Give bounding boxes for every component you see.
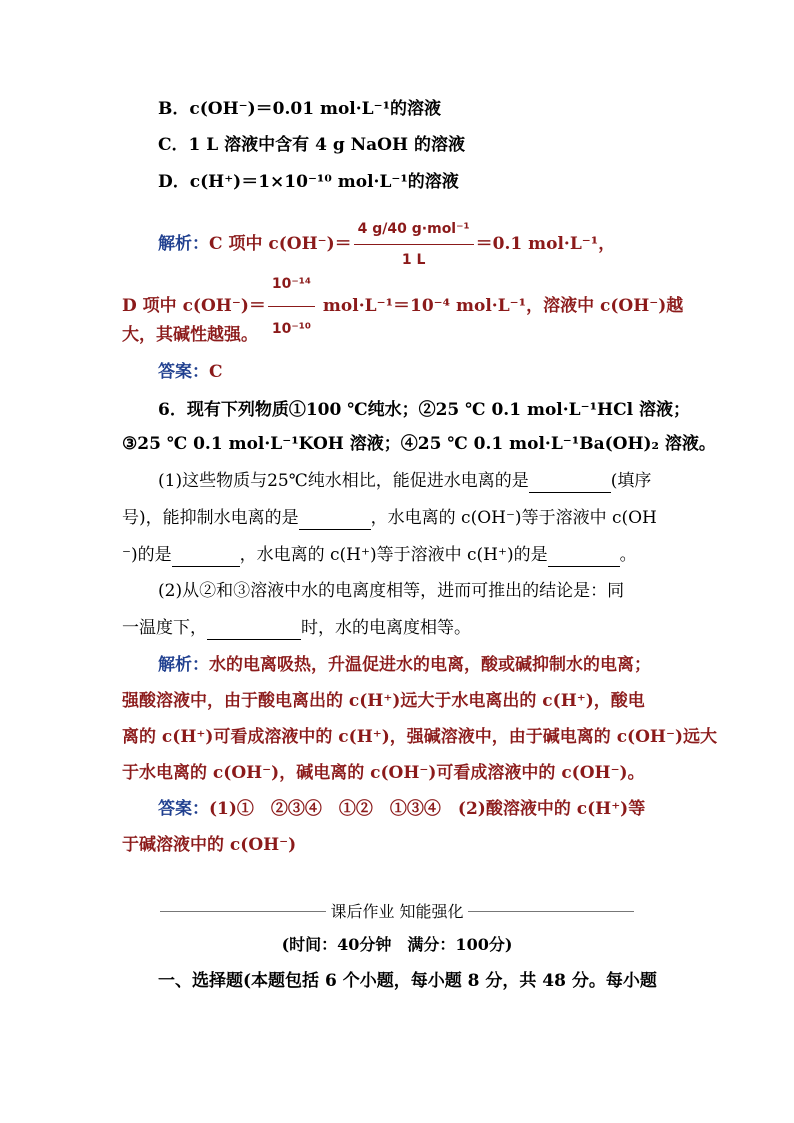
answer-blank-3[interactable] — [172, 548, 240, 567]
analysis-2-line-1: 解析：水的电离吸热，升温促进水的电离，酸或碱抑制水的电离； — [158, 655, 651, 675]
answer-2-line-2: 于碱溶液中的 c(OH⁻) — [122, 835, 297, 855]
analysis-1-line-1: 解析：C 项中 c(OH⁻)＝ $\frac{\text{4 g/40 g·mol⁻¹}}{1 L}$ ＝0.1 mol·L⁻¹， — [158, 214, 718, 248]
fraction-kw: $\frac{\text{10⁻¹⁴}}{\text{10⁻¹⁰}}$ — [268, 262, 315, 351]
answer-blank-2[interactable] — [299, 511, 371, 530]
analysis-1-line-2: D 项中 c(OH⁻)＝ $\frac{\text{10⁻¹⁴}}{\text{10⁻¹⁰}}$ mol·L⁻¹＝10⁻⁴ mol·L⁻¹，溶液中 c(OH⁻)越 — [122, 262, 682, 306]
fraction-naoh: $\frac{\text{4 g/40 g·mol⁻¹}}{1 L}$ — [354, 214, 474, 275]
question-6-sub2-line-2: 一温度下， 时，水的电离度相等。 — [122, 618, 471, 638]
analysis-label: 解析： — [158, 234, 209, 254]
answer-label: 答案： — [158, 362, 209, 382]
section-title: 课后作业 知能强化 — [0, 899, 794, 922]
analysis-label: 解析： — [158, 655, 209, 675]
question-6-line-2: ③25 ℃ 0.1 mol·L⁻¹KOH 溶液；④25 ℃ 0.1 mol·L⁻¹Ba(OH)₂ 溶液。 — [122, 434, 716, 454]
question-6-sub2-line-1: (2)从②和③溶液中水的电离度相等，进而可推出的结论是：同 — [158, 581, 625, 601]
option-c: C．1 L 溶液中含有 4 g NaOH 的溶液 — [158, 135, 465, 155]
analysis-2-line-2: 强酸溶液中，由于酸电离出的 c(H⁺)远大于水电离出的 c(H⁺)，酸电 — [122, 691, 645, 711]
question-6-sub1-line-1: (1)这些物质与25℃纯水相比，能促进水电离的是 (填序 — [158, 471, 652, 491]
answer-blank-1[interactable] — [529, 474, 611, 493]
answer-blank-4[interactable] — [548, 548, 620, 567]
answer-2-line-1: 答案：(1)① ②③④ ①② ①③④ (2)酸溶液中的 c(H⁺)等 — [158, 799, 646, 819]
answer-1: 答案：C — [158, 362, 223, 382]
question-6-line-1: 6．现有下列物质①100 ℃纯水；②25 ℃ 0.1 mol·L⁻¹HCl 溶液； — [158, 400, 691, 420]
question-6-sub1-line-2: 号)，能抑制水电离的是 ，水电离的 c(OH⁻)等于溶液中 c(OH — [122, 508, 657, 528]
analysis-1-line-3: 大，其碱性越强。 — [122, 325, 258, 345]
analysis-2-line-3: 离的 c(H⁺)可看成溶液中的 c(H⁺)，强碱溶液中，由于碱电离的 c(OH⁻)远大 — [122, 727, 717, 747]
option-d: D．c(H⁺)＝1×10⁻¹⁰ mol·L⁻¹的溶液 — [158, 172, 459, 192]
answer-label: 答案： — [158, 799, 209, 819]
section-part-1-heading: 一、选择题(本题包括 6 个小题，每小题 8 分，共 48 分。每小题 — [158, 971, 657, 991]
answer-blank-5[interactable] — [207, 621, 301, 640]
option-b: B．c(OH⁻)＝0.01 mol·L⁻¹的溶液 — [158, 99, 442, 119]
section-time-score: (时间：40分钟 满分：100分) — [281, 935, 513, 954]
analysis-2-line-4: 于水电离的 c(OH⁻)，碱电离的 c(OH⁻)可看成溶液中的 c(OH⁻)。 — [122, 763, 645, 783]
question-6-sub1-line-3: ⁻)的是 ，水电离的 c(H⁺)等于溶液中 c(H⁺)的是 。 — [122, 545, 637, 565]
